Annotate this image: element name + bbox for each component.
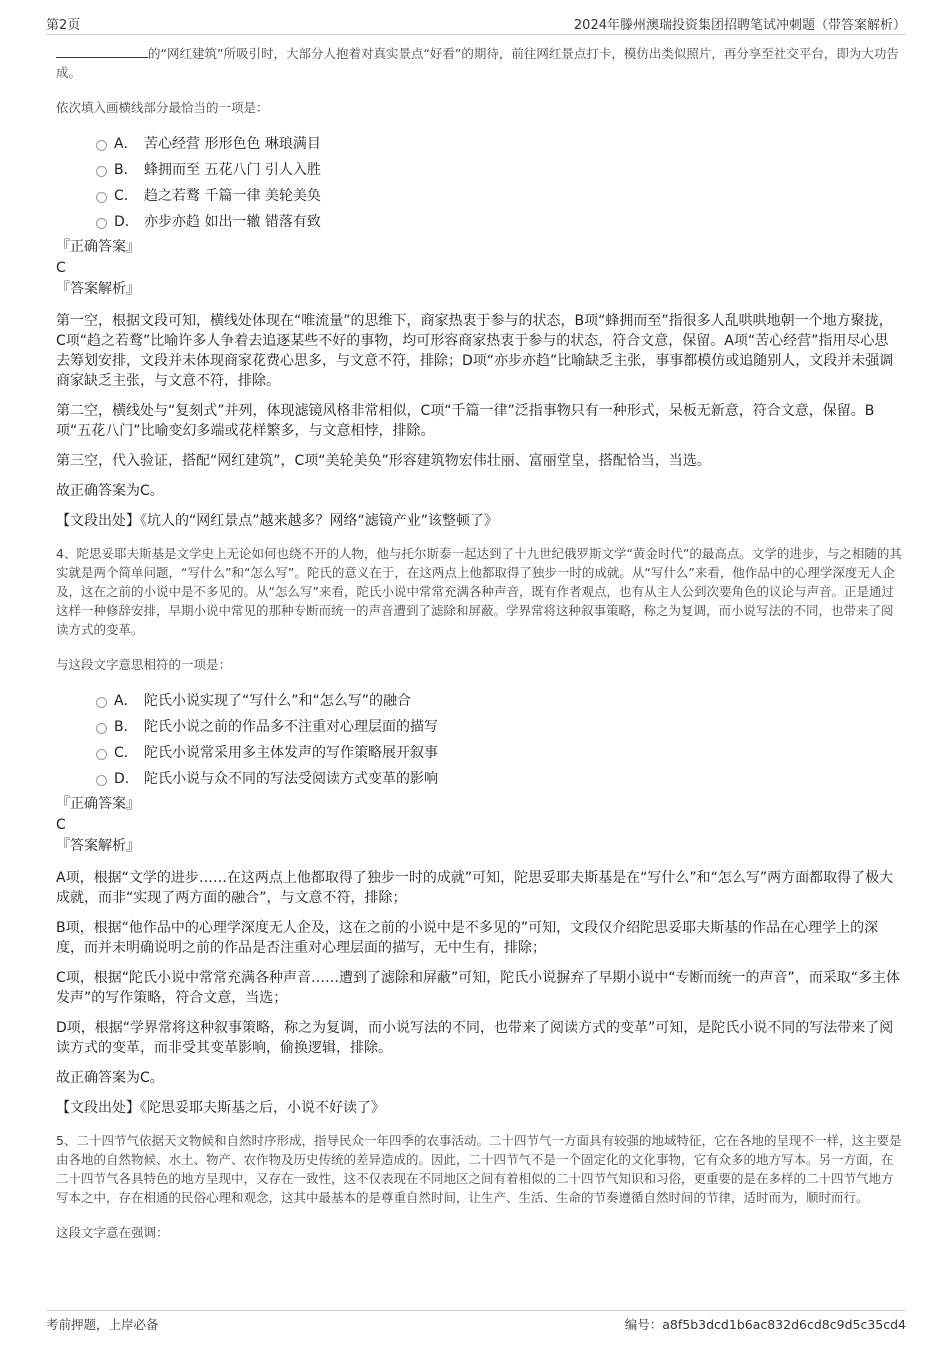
analysis-conclusion: 故正确答案为C。 bbox=[56, 483, 164, 499]
analysis-paragraph: C项，根据“陀氏小说中常常充满各种声音……遭到了滤除和屏蔽”可知，陀氏小说摒弃了早期小说中“专断而统一的声音”，而采取“多主体发声”的写作策略，符合文意，当选； bbox=[56, 970, 901, 1006]
source-citation: 【文段出处】《陀思妥耶夫斯基之后，小说不好读了》 bbox=[56, 1100, 385, 1116]
analysis-paragraph: A项，根据“文学的进步……在这两点上他都取得了独步一时的成就”可知，陀思妥耶夫斯基是在“写什么”和“怎么写”两方面都取得了极大成就，而非“实现了两方面的融合”，与文意不符，排除； bbox=[56, 870, 894, 906]
fill-blank bbox=[56, 44, 148, 58]
q5-prompt: 这段文字意在强调： bbox=[56, 1225, 169, 1240]
q3-prompt: 依次填入画横线部分最恰当的一项是： bbox=[56, 100, 269, 115]
answer-label: 『正确答案』 bbox=[56, 239, 140, 255]
radio-button[interactable] bbox=[96, 697, 107, 708]
analysis-paragraph: 第三空，代入验证，搭配“网红建筑”，C项“美轮美奂”形容建筑物宏伟壮丽、富丽堂皇，搭配恰当，当选。 bbox=[56, 453, 711, 469]
answer-label: 『正确答案』 bbox=[56, 796, 140, 812]
radio-button[interactable] bbox=[96, 192, 107, 203]
q4-option-b[interactable]: B． 陀氏小说之前的作品多不注重对心理层面的描写 bbox=[96, 714, 902, 740]
q3-option-d[interactable]: D． 亦步亦趋 如出一辙 错落有致 bbox=[96, 209, 902, 235]
q5-passage: 5、二十四节气依据天文物候和自然时序形成，指导民众一年四季的农事活动。二十四节气一方面具有较强的地域特征，它在各地的呈现不一样，这主要是由各地的自然物候、水土、物产、农作物及历史传统的差异造成的。因此，二十四节气不是一个固定化的文化事物，它有众多的地方写本。另一方面，在二十四节气各具特色的地方呈现中，又存在一致性，这不仅表现在不同地区之间有着相似的二十四节气知识和习俗，更重要的是在多样的二十四节气地方写本之中，存在相通的民俗心理和观念，这其中最基本的是尊重自然时间，让生产、生活、生命的节奏遵循自然时间的节律，适时而为，顺时而行。 bbox=[56, 1133, 902, 1205]
q4-options bbox=[96, 688, 902, 792]
radio-button[interactable] bbox=[96, 723, 107, 734]
radio-button[interactable] bbox=[96, 749, 107, 760]
answer-value: C bbox=[56, 817, 66, 833]
analysis-paragraph: D项，根据“学界常将这种叙事策略，称之为复调，而小说写法的不同，也带来了阅读方式的变革”可知，是陀氏小说不同的写法带来了阅读方式的变革，而非受其变革影响，偷换逻辑，排除。 bbox=[56, 1020, 894, 1056]
analysis-paragraph: B项，根据“他作品中的心理学深度无人企及，这在之前的小说中是不多见的”可知，文段仅介绍陀思妥耶夫斯基的作品在心理学上的深度，而并未明确说明之前的作品是否注重对心理层面的描写，无中生有，排除； bbox=[56, 920, 879, 956]
footer-slogan: 考前押题，上岸必备 bbox=[46, 1317, 159, 1332]
analysis-label: 『答案解析』 bbox=[56, 281, 140, 297]
q3-passage: 的“网红建筑”所吸引时，大部分人抱着对真实景点“好看”的期待，前往网红景点打卡，模仿出类似照片，再分享至社交平台，即为大功告成。 bbox=[56, 46, 899, 80]
q4-option-a[interactable]: A． 陀氏小说实现了“写什么”和“怎么写”的融合 bbox=[96, 688, 902, 714]
radio-button[interactable] bbox=[96, 218, 107, 229]
radio-button[interactable] bbox=[96, 166, 107, 177]
q3-option-a[interactable]: A． 苦心经营 形形色色 琳琅满目 bbox=[96, 131, 902, 157]
q3-option-b[interactable]: B． 蜂拥而至 五花八门 引人入胜 bbox=[96, 157, 902, 183]
q4-option-d[interactable]: D． 陀氏小说与众不同的写法受阅读方式变革的影响 bbox=[96, 766, 902, 792]
q3-options bbox=[96, 131, 902, 235]
q3-option-c[interactable]: C． 趋之若鹜 千篇一律 美轮美奂 bbox=[96, 183, 902, 209]
analysis-label: 『答案解析』 bbox=[56, 838, 140, 854]
q4-option-c[interactable]: C． 陀氏小说常采用多主体发声的写作策略展开叙事 bbox=[96, 740, 902, 766]
radio-button[interactable] bbox=[96, 775, 107, 786]
answer-value: C bbox=[56, 260, 66, 276]
radio-button[interactable] bbox=[96, 140, 107, 151]
analysis-paragraph: 第一空，根据文段可知，横线处体现在“唯流量”的思维下，商家热衷于参与的状态，B项“蜂拥而至”指很多人乱哄哄地朝一个地方聚拢，C项“趋之若鹜”比喻许多人争着去追逐某些不好的事物，均可形容商家热衷于参与的状态，符合文意，保留。A项“苦心经营”指用尽心思去筹划安排，文段并未体现商家花费心思多，与文意不符，排除；D项“亦步亦趋”比喻缺乏主张，事事都模仿或追随别人，文段并未强调商家缺乏主张，与文意不符，排除。 bbox=[56, 313, 894, 389]
page-footer bbox=[46, 1310, 906, 1335]
document-id: 编号：a8f5b3dcd1b6ac832d6cd8c9d5c35cd4 bbox=[624, 1317, 906, 1332]
document-title: 2024年滕州澳瑞投资集团招聘笔试冲刺题（带答案解析） bbox=[573, 18, 906, 33]
source-citation: 【文段出处】《坑人的“网红景点”越来越多？网络“滤镜产业”该整顿了》 bbox=[56, 513, 499, 529]
page-content bbox=[56, 44, 902, 1242]
page-header bbox=[46, 12, 906, 35]
q4-prompt: 与这段文字意思相符的一项是： bbox=[56, 657, 232, 672]
page-number: 第2页 bbox=[46, 18, 81, 33]
analysis-paragraph: 第二空，横线处与“复刻式”并列，体现滤镜风格非常相似，C项“千篇一律”泛指事物只有一种形式，呆板无新意，符合文意，保留。B项“五花八门”比喻变幻多端或花样繁多，与文意相悖，排除。 bbox=[56, 403, 875, 439]
q4-passage: 4、陀思妥耶夫斯基是文学史上无论如何也绕不开的人物，他与托尔斯泰一起达到了十九世纪俄罗斯文学“黄金时代”的最高点。文学的进步，与之相随的其实就是两个简单问题，“写什么”和“怎么写”。陀氏的意义在于，在这两点上他都取得了独步一时的成就。从“写什么”来看，他作品中的心理学深度无人企及，这在之前的小说中是不多见的。从“怎么写”来看，陀氏小说中常常充满各种声音，既有作者观点，也有从主人公到次要角色的议论与声音。正是通过这样一种修辞安排，早期小说中常见的那种专断而统一的声音遭到了滤除和屏蔽。学界常将这种叙事策略，称之为复调，而小说写法的不同，也带来了阅读方式的变革。 bbox=[56, 546, 902, 637]
analysis-conclusion: 故正确答案为C。 bbox=[56, 1070, 164, 1086]
